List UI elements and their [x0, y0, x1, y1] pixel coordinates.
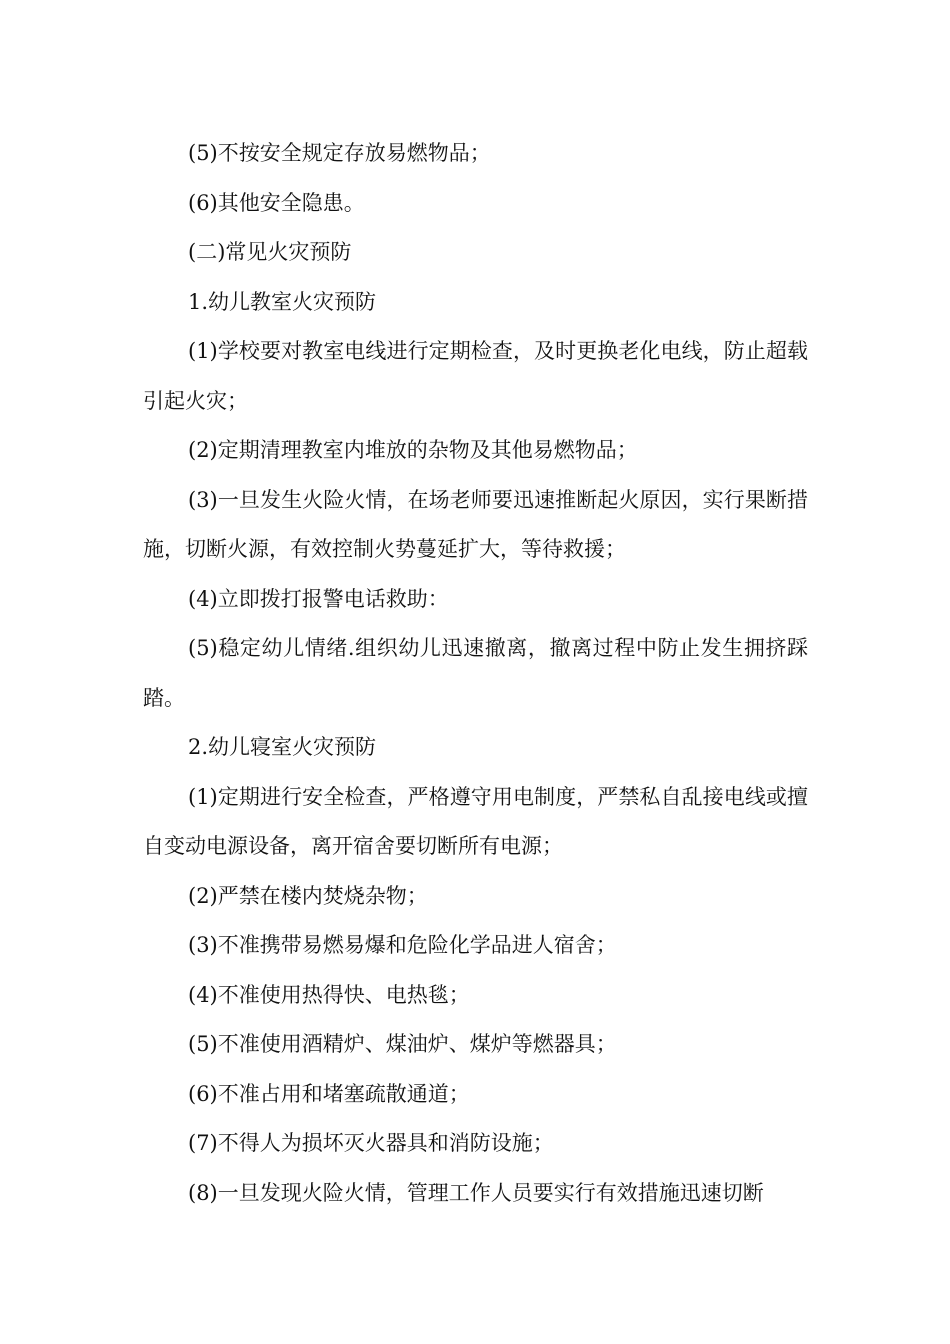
paragraph: (5)稳定幼儿情绪.组织幼儿迅速撤离，撤离过程中防止发生拥挤踩踏。: [143, 636, 808, 710]
paragraph: (2)定期清理教室内堆放的杂物及其他易燃物品；: [188, 438, 638, 462]
document-body: [143, 129, 808, 1218]
paragraph: (4)不准使用热得快、电热毯；: [188, 982, 470, 1007]
paragraph: (2)严禁在楼内焚烧杂物；: [188, 883, 428, 908]
paragraph: (3)不准携带易燃易爆和危险化学品进人宿舍；: [188, 933, 617, 957]
section-heading: (二)常见火灾预防: [188, 240, 352, 264]
paragraph: (5)不准使用酒精炉、煤油炉、煤炉等燃器具；: [188, 1032, 617, 1056]
paragraph: (5)不按安全规定存放易燃物品；: [188, 141, 491, 165]
paragraph: (1)学校要对教室电线进行定期检查，及时更换老化电线，防止超载引起火灾；: [143, 339, 808, 413]
paragraph: (6)其他安全隐患。: [188, 190, 365, 215]
subsection-heading: 1.幼儿教室火灾预防: [188, 289, 377, 314]
paragraph: (8)一旦发现火险火情，管理工作人员要实行有效措施迅速切断: [188, 1180, 764, 1205]
paragraph: (3)一旦发生火险火情，在场老师要迅速推断起火原因，实行果断措施，切断火源，有效控制火势蔓延扩大，等待救援；: [143, 487, 808, 561]
paragraph: (7)不得人为损坏灭火器具和消防设施；: [188, 1131, 554, 1155]
paragraph: (4)立即拨打报警电话救助：: [188, 586, 449, 611]
paragraph: (1)定期进行安全检查，严格遵守用电制度，严禁私自乱接电线或擅自变动电源设备，离开宿舍要切断所有电源；: [143, 784, 808, 858]
subsection-heading: 2.幼儿寝室火灾预防: [188, 735, 377, 759]
paragraph: (6)不准占用和堵塞疏散通道；: [188, 1081, 470, 1106]
